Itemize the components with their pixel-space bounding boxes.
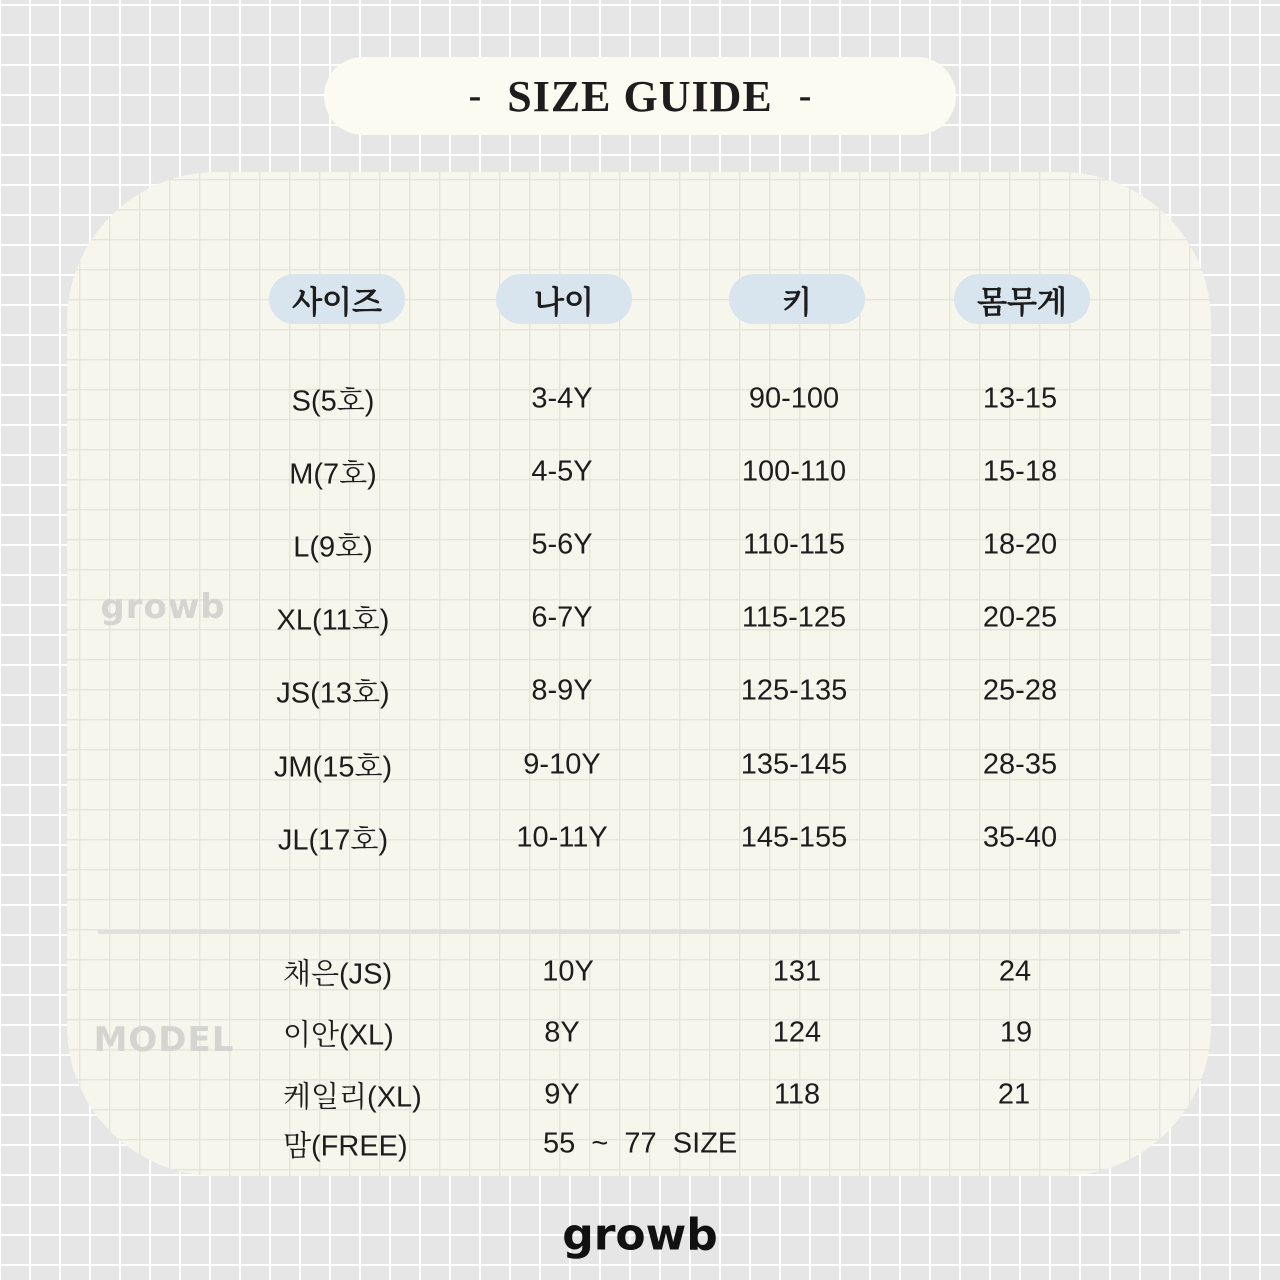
cell-height: 110-115 (742, 528, 846, 561)
cell-weight: 28-35 (982, 748, 1058, 781)
header-height: 키 (729, 274, 865, 324)
cell-weight: 25-28 (982, 674, 1058, 707)
cell-weight: 15-18 (982, 455, 1058, 488)
cell-height: 100-110 (741, 455, 847, 488)
model-age: 8Y (544, 1016, 580, 1049)
model-section-label: MODEL (93, 1020, 235, 1060)
cell-size: JS(13호) (276, 677, 390, 710)
cell-age: 9-10Y (523, 748, 601, 781)
cell-height: 135-145 (740, 748, 848, 781)
cell-size: S(5호) (291, 385, 375, 418)
cell-age: 3-4Y (531, 382, 593, 415)
model-weight: 21 (997, 1078, 1031, 1111)
cell-size: JL(17호) (277, 824, 389, 857)
cell-weight: 18-20 (982, 528, 1058, 561)
model-age: 10Y (542, 955, 594, 988)
size-guide-title-pill (324, 57, 956, 135)
model-weight: 24 (998, 955, 1032, 988)
page-title: SIZE GUIDE (507, 71, 773, 121)
model-age: 9Y (544, 1078, 580, 1111)
cell-age: 8-9Y (531, 674, 593, 707)
growb-footer-logo: growb (562, 1209, 718, 1261)
model-name: 채은(JS) (283, 958, 393, 991)
header-weight: 몸무게 (954, 274, 1090, 324)
title-dash-right: - (798, 75, 812, 117)
mom-size-range: 55 ~ 77 SIZE (543, 1127, 738, 1160)
cell-size: M(7호) (289, 458, 377, 491)
cell-size: L(9호) (293, 531, 373, 564)
model-name: 이안(XL) (283, 1019, 394, 1052)
title-dash-left: - (468, 75, 482, 117)
cell-height: 115-125 (741, 601, 847, 634)
cell-age: 4-5Y (531, 455, 593, 488)
model-height: 131 (772, 955, 822, 988)
model-name: 케일리(XL) (283, 1081, 422, 1114)
section-divider (98, 930, 1180, 934)
cell-weight: 20-25 (982, 601, 1058, 634)
header-size: 사이즈 (269, 274, 405, 324)
cell-age: 6-7Y (531, 601, 593, 634)
cell-height: 145-155 (740, 821, 848, 854)
growb-watermark-logo: growb (100, 587, 226, 627)
mom-name: 맘(FREE) (283, 1130, 408, 1163)
model-height: 118 (773, 1078, 821, 1111)
model-weight: 19 (999, 1016, 1033, 1049)
cell-weight: 35-40 (982, 821, 1058, 854)
cell-age: 5-6Y (531, 528, 593, 561)
cell-height: 90-100 (748, 382, 840, 415)
cell-size: JM(15호) (273, 751, 393, 784)
cell-size: XL(11호) (276, 604, 390, 637)
cell-height: 125-135 (740, 674, 848, 707)
model-height: 124 (772, 1016, 822, 1049)
cell-age: 10-11Y (516, 821, 608, 854)
header-age: 나이 (496, 274, 632, 324)
cell-weight: 13-15 (982, 382, 1058, 415)
